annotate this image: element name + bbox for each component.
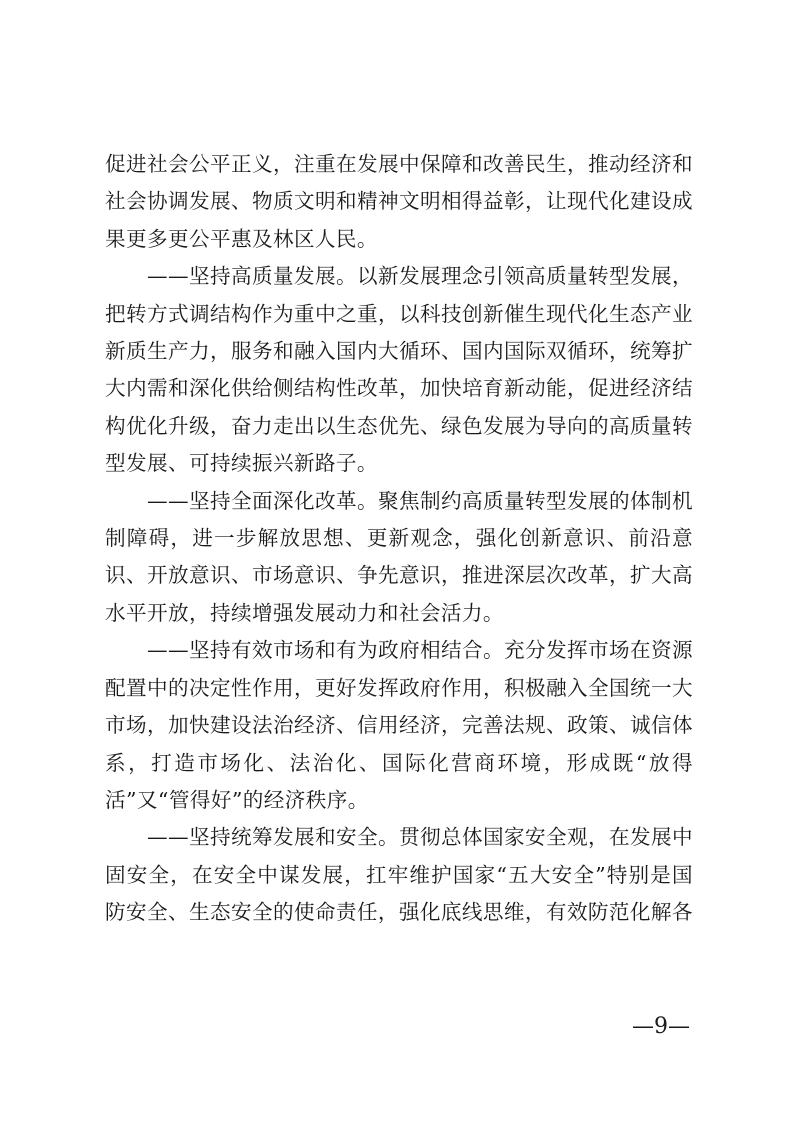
paragraph-high-quality-development: ——坚持高质量发展。以新发展理念引领高质量转型发展，把转方式调结构作为重中之重，以科技创新催生现代化生态产业新质生产力，服务和融入国内大循环、国内国际双循环，统筹扩大内需和深化供给侧结构性改革，加快培育新动能，促进经济结构优化升级，奋力走出以生态优先、绿色发展为导向的高质量转型发展、可持续振兴新路子。: [105, 264, 693, 476]
document-body: [105, 146, 693, 932]
paragraph-deepen-reform: ——坚持全面深化改革。聚焦制约高质量转型发展的体制机制障碍，进一步解放思想、更新观念，强化创新意识、前沿意识、开放意识、市场意识、争先意识，推进深层次改革，扩大高水平开放，持续增强发展动力和社会活力。: [105, 488, 693, 625]
paragraph-development-and-security: ——坚持统筹发展和安全。贯彻总体国家安全观，在发展中固安全，在安全中谋发展，扛牢维护国家“五大安全”特别是国防安全、生态安全的使命责任，强化底线思维，有效防范化解各: [105, 825, 693, 925]
paragraph-continuation: 促进社会公平正义，注重在发展中保障和改善民生，推动经济和社会协调发展、物质文明和精神文明相得益彰，让现代化建设成果更多更公平惠及林区人民。: [105, 152, 693, 251]
paragraph-market-and-government: ——坚持有效市场和有为政府相结合。充分发挥市场在资源配置中的决定性作用，更好发挥政府作用，积极融入全国统一大市场，加快建设法治经济、信用经济，完善法规、政策、诚信体系，打造市场化、法治化、国际化营商环境，形成既“放得活”又“管得好”的经济秩序。: [105, 638, 693, 812]
page-number: —9—: [632, 1014, 690, 1039]
